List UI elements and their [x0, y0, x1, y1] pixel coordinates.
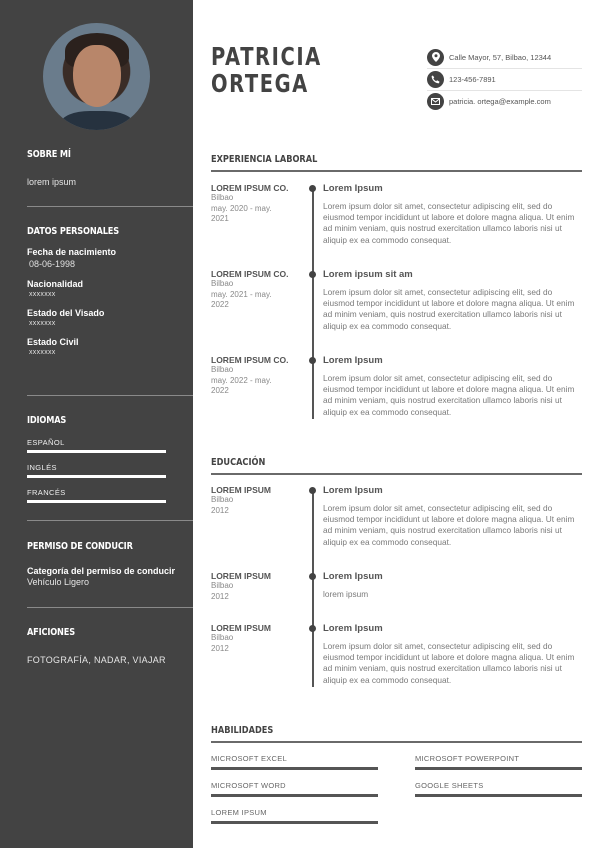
marital-status-label: Estado Civil	[27, 337, 79, 347]
skill-name: MICROSOFT EXCEL	[211, 754, 288, 763]
address-text: Calle Mayor, 57, Bilbao, 12344	[449, 52, 552, 62]
job-dates: may. 2020 - may.	[211, 203, 272, 213]
education-timeline	[312, 491, 314, 687]
experience-timeline	[312, 189, 314, 419]
contact-list	[427, 46, 582, 112]
job-dates: may. 2022 - may.	[211, 375, 272, 385]
about-heading: SOBRE MÍ	[27, 149, 71, 160]
first-name: PATRICIA	[211, 42, 322, 71]
job-title: Lorem Ipsum	[323, 355, 383, 366]
company-city: Bilbao	[211, 193, 234, 202]
language-level-bar	[27, 450, 166, 453]
hobbies-heading: AFICIONES	[27, 627, 75, 638]
nationality-label: Nacionalidad	[27, 279, 84, 289]
photo-face	[73, 45, 121, 107]
skill-level-bar	[211, 794, 378, 797]
degree-description: Lorem ipsum dolor sit amet, consectetur adipiscing elit, sed do eiusmod tempor incididunt ut labore et dolore magna aliqua. Ut enim ad minim veniam, quis nostrud exercitation ullamco laboris nisi ut aliquip ex ea commodo consequat.	[323, 641, 575, 685]
job-dates-end: 2021	[211, 214, 229, 223]
timeline-dot	[309, 573, 316, 580]
sidebar	[0, 0, 193, 848]
company-name: LOREM IPSUM CO.	[211, 355, 289, 365]
last-name: ORTEGA	[211, 69, 309, 98]
phone-text: 123-456-7891	[449, 75, 496, 84]
education-rule	[211, 473, 582, 475]
marital-status-value: xxxxxxx	[29, 349, 56, 356]
sidebar-divider	[27, 607, 193, 608]
company-city: Bilbao	[211, 365, 234, 374]
skill-name: MICROSOFT WORD	[211, 781, 286, 790]
phone-icon	[427, 71, 444, 88]
degree-title: Lorem Ipsum	[323, 623, 383, 634]
location-pin-icon	[427, 49, 444, 66]
about-text: lorem ipsum	[27, 177, 77, 187]
language-name: INGLÉS	[27, 463, 57, 472]
languages-section	[27, 415, 193, 503]
job-dates-end: 2022	[211, 386, 229, 395]
education-year: 2012	[211, 591, 229, 601]
job-dates: may. 2021 - may.	[211, 289, 272, 299]
degree-title: Lorem Ipsum	[323, 571, 383, 582]
skills-rule	[211, 741, 582, 743]
license-category-value: Vehículo Ligero	[27, 577, 90, 587]
sidebar-divider	[27, 395, 193, 396]
language-item	[27, 463, 193, 478]
sidebar-divider	[27, 206, 193, 207]
institution-name: LOREM IPSUM	[211, 623, 271, 633]
job-title: Lorem Ipsum	[323, 183, 383, 194]
skill-name: GOOGLE SHEETS	[415, 781, 484, 790]
skill-level-bar	[415, 794, 582, 797]
company-name: LOREM IPSUM CO.	[211, 183, 289, 193]
skill-level-bar	[415, 767, 582, 770]
license-category-label: Categoría del permiso de conducir	[27, 566, 176, 576]
skill-level-bar	[211, 767, 378, 770]
email-text: patricia. ortega@example.com	[449, 97, 551, 106]
timeline-dot	[309, 357, 316, 364]
skills-heading: HABILIDADES	[211, 725, 274, 736]
skill-level-bar	[211, 821, 378, 824]
language-item	[27, 488, 193, 503]
profile-photo	[43, 23, 150, 130]
personal-data-section	[27, 226, 193, 356]
hobbies-text: FOTOGRAFÍA, NADAR, VIAJAR	[27, 655, 166, 665]
job-description: Lorem ipsum dolor sit amet, consectetur adipiscing elit, sed do eiusmod tempor incididunt ut labore et dolore magna aliqua. Ut enim ad minim veniam, quis nostrud exercitation ullamco laboris nisi ut aliquip ex ea commodo consequat.	[323, 373, 575, 417]
job-dates-end: 2022	[211, 300, 229, 309]
job-title: Lorem ipsum sit am	[323, 269, 413, 280]
nationality-value: xxxxxxx	[29, 291, 56, 298]
company-name: LOREM IPSUM CO.	[211, 269, 289, 279]
visa-status-value: xxxxxxx	[29, 320, 56, 327]
license-heading: PERMISO DE CONDUCIR	[27, 541, 133, 552]
full-name	[211, 43, 322, 97]
job-description: Lorem ipsum dolor sit amet, consectetur adipiscing elit, sed do eiusmod tempor incididunt ut labore et dolore magna aliqua. Ut enim ad minim veniam, quis nostrud exercitation ullamco laboris nisi ut aliquip ex ea commodo consequat.	[323, 201, 575, 245]
degree-title: Lorem Ipsum	[323, 485, 383, 496]
language-name: ESPAÑOL	[27, 438, 65, 447]
skill-item	[415, 754, 582, 770]
license-section	[27, 541, 193, 587]
experience-rule	[211, 170, 582, 172]
timeline-dot	[309, 271, 316, 278]
institution-name: LOREM IPSUM	[211, 485, 271, 495]
language-name: FRANCÉS	[27, 488, 66, 497]
birthdate-value: 08-06-1998	[29, 259, 76, 269]
skill-item	[415, 781, 582, 797]
birthdate-label: Fecha de nacimiento	[27, 247, 117, 257]
education-heading: EDUCACIÓN	[211, 457, 266, 468]
hobbies-section	[27, 627, 193, 665]
institution-city: Bilbao	[211, 633, 234, 642]
visa-status-label: Estado del Visado	[27, 308, 105, 318]
language-item	[27, 438, 193, 453]
sidebar-divider	[27, 520, 193, 521]
experience-heading: EXPERIENCIA LABORAL	[211, 154, 318, 165]
education-year: 2012	[211, 643, 229, 653]
degree-description: lorem ipsum	[323, 589, 369, 599]
skill-item	[211, 808, 378, 824]
company-city: Bilbao	[211, 279, 234, 288]
timeline-dot	[309, 625, 316, 632]
institution-city: Bilbao	[211, 495, 234, 504]
contact-email	[427, 90, 582, 112]
languages-heading: IDIOMAS	[27, 415, 67, 426]
language-level-bar	[27, 500, 166, 503]
degree-description: Lorem ipsum dolor sit amet, consectetur adipiscing elit, sed do eiusmod tempor incididunt ut labore et dolore magna aliqua. Ut enim ad minim veniam, quis nostrud exercitation ullamco laboris nisi ut aliquip ex ea commodo consequat.	[323, 503, 575, 547]
envelope-icon	[427, 93, 444, 110]
timeline-dot	[309, 185, 316, 192]
skill-name: LOREM IPSUM	[211, 808, 267, 817]
education-year: 2012	[211, 505, 229, 515]
institution-name: LOREM IPSUM	[211, 571, 271, 581]
contact-address	[427, 46, 582, 68]
contact-phone	[427, 68, 582, 90]
personal-data-heading: DATOS PERSONALES	[27, 226, 119, 237]
skill-item	[211, 754, 378, 770]
institution-city: Bilbao	[211, 581, 234, 590]
photo-shirt	[61, 111, 133, 130]
about-section	[27, 149, 193, 187]
skill-name: MICROSOFT POWERPOINT	[415, 754, 520, 763]
skill-item	[211, 781, 378, 797]
timeline-dot	[309, 487, 316, 494]
language-level-bar	[27, 475, 166, 478]
job-description: Lorem ipsum dolor sit amet, consectetur adipiscing elit, sed do eiusmod tempor incididunt ut labore et dolore magna aliqua. Ut enim ad minim veniam, quis nostrud exercitation ullamco laboris nisi ut aliquip ex ea commodo consequat.	[323, 287, 575, 331]
